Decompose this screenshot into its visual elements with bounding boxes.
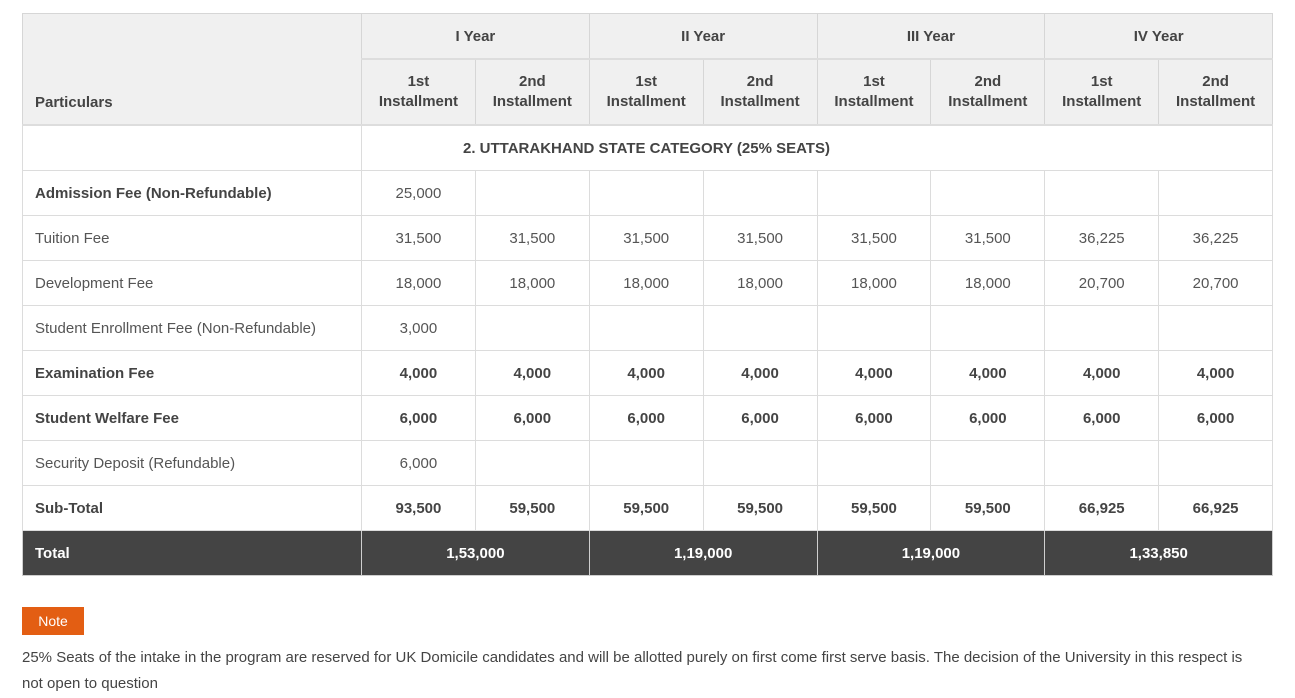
year-header-4: IV Year [1045, 14, 1273, 60]
fee-value: 3,000 [362, 306, 476, 351]
installment-header-8 [1159, 59, 1273, 125]
installment-header-6 [931, 59, 1045, 125]
installment-word: Installment [720, 93, 800, 110]
fee-value: 20,700 [1159, 261, 1273, 306]
installment-word: Installment [834, 93, 914, 110]
installment-ordinal: 2nd [974, 73, 1002, 90]
fee-value: 31,500 [589, 216, 703, 261]
installment-header-1 [362, 59, 476, 125]
installment-ordinal: 2nd [746, 73, 774, 90]
fee-value [475, 441, 589, 486]
fee-value [589, 441, 703, 486]
category-spacer [23, 125, 362, 171]
installment-word: Installment [948, 93, 1028, 110]
fee-value: 36,225 [1159, 216, 1273, 261]
fee-value: 18,000 [931, 261, 1045, 306]
year-header-3: III Year [817, 14, 1045, 60]
fee-value: 18,000 [817, 261, 931, 306]
fee-value [931, 306, 1045, 351]
fee-value: 6,000 [817, 396, 931, 441]
table-row [23, 306, 1273, 351]
fee-label: Student Enrollment Fee (Non-Refundable) [23, 306, 362, 351]
fee-value [817, 306, 931, 351]
table-row [23, 171, 1273, 216]
installment-word: Installment [378, 93, 459, 110]
fee-value [817, 171, 931, 216]
fee-value [475, 306, 589, 351]
table-row [23, 441, 1273, 486]
total-value-year-1: 1,53,000 [362, 531, 590, 576]
table-row [23, 216, 1273, 261]
fee-value: 59,500 [817, 486, 931, 531]
fee-value: 18,000 [589, 261, 703, 306]
fee-value: 4,000 [1045, 351, 1159, 396]
fee-value: 6,000 [589, 396, 703, 441]
total-value-year-3: 1,19,000 [817, 531, 1045, 576]
fee-label: Sub-Total [23, 486, 362, 531]
installment-word: Installment [606, 93, 686, 110]
fee-structure-container [22, 13, 1272, 576]
fee-value: 31,500 [931, 216, 1045, 261]
fee-value: 20,700 [1045, 261, 1159, 306]
fee-value: 66,925 [1045, 486, 1159, 531]
fee-label: Student Welfare Fee [23, 396, 362, 441]
fee-value [703, 441, 817, 486]
fee-value: 6,000 [703, 396, 817, 441]
fee-value: 4,000 [931, 351, 1045, 396]
table-row [23, 486, 1273, 531]
category-spacer-right [817, 125, 1273, 171]
fee-label: Security Deposit (Refundable) [23, 441, 362, 486]
fee-value: 59,500 [931, 486, 1045, 531]
installment-header-2 [475, 59, 589, 125]
fee-value: 18,000 [362, 261, 476, 306]
fee-label: Admission Fee (Non-Refundable) [23, 171, 362, 216]
fee-value [1045, 306, 1159, 351]
fee-value: 4,000 [362, 351, 476, 396]
fee-value: 6,000 [931, 396, 1045, 441]
table-row [23, 261, 1273, 306]
fee-label: Tuition Fee [23, 216, 362, 261]
fee-value: 4,000 [817, 351, 931, 396]
installment-word: Installment [1176, 93, 1256, 110]
fee-table-body [23, 125, 1273, 576]
fee-value [1159, 441, 1273, 486]
table-row [23, 351, 1273, 396]
fee-value [703, 306, 817, 351]
fee-value [1045, 171, 1159, 216]
installment-header-4 [703, 59, 817, 125]
fee-value [589, 306, 703, 351]
installment-ordinal: 2nd [518, 73, 546, 90]
fee-value: 4,000 [475, 351, 589, 396]
note-badge: Note [22, 607, 84, 635]
fee-value: 66,925 [1159, 486, 1273, 531]
installment-header-5 [817, 59, 931, 125]
installment-ordinal: 1st [863, 73, 885, 90]
fee-value [703, 171, 817, 216]
fee-value: 31,500 [703, 216, 817, 261]
fee-value: 36,225 [1045, 216, 1159, 261]
fee-value: 6,000 [1159, 396, 1273, 441]
fee-value: 6,000 [362, 396, 476, 441]
total-value-year-2: 1,19,000 [589, 531, 817, 576]
fee-label: Development Fee [23, 261, 362, 306]
installment-ordinal: 1st [635, 73, 658, 90]
installment-ordinal: 1st [407, 73, 430, 90]
installment-header-3 [589, 59, 703, 125]
fee-value: 18,000 [475, 261, 589, 306]
installment-ordinal: 2nd [1202, 73, 1229, 90]
fee-value [1045, 441, 1159, 486]
fee-value: 4,000 [589, 351, 703, 396]
fee-value: 4,000 [703, 351, 817, 396]
year-header-2: II Year [589, 14, 817, 60]
installment-word: Installment [1062, 93, 1142, 110]
year-header-row [23, 14, 1273, 60]
fee-value: 18,000 [703, 261, 817, 306]
fee-value [589, 171, 703, 216]
installment-ordinal: 1st [1090, 73, 1113, 90]
fee-value [1159, 171, 1273, 216]
note-text: 25% Seats of the intake in the program are reserved for UK Domicile candidates and will be allotted purely on first come first serve basis. The decision of the University in this respect is not open to question [22, 649, 1243, 692]
fee-label: Examination Fee [23, 351, 362, 396]
fee-value: 6,000 [1045, 396, 1159, 441]
fee-structure-table [22, 13, 1273, 576]
fee-value [817, 441, 931, 486]
category-row [23, 125, 1273, 171]
fee-value: 31,500 [475, 216, 589, 261]
fee-value: 31,500 [817, 216, 931, 261]
total-row [23, 531, 1273, 576]
fee-value: 59,500 [475, 486, 589, 531]
fee-value: 4,000 [1159, 351, 1273, 396]
installment-word: Installment [492, 93, 572, 110]
year-header-1: I Year [362, 14, 590, 60]
fee-value: 59,500 [589, 486, 703, 531]
fee-value [1159, 306, 1273, 351]
fee-value: 59,500 [703, 486, 817, 531]
category-title: 2. UTTARAKHAND STATE CATEGORY (25% SEATS) [362, 125, 818, 171]
installment-header-7 [1045, 59, 1159, 125]
fee-value: 25,000 [362, 171, 476, 216]
fee-value: 31,500 [362, 216, 476, 261]
total-value-year-4: 1,33,850 [1045, 531, 1273, 576]
fee-value: 6,000 [362, 441, 476, 486]
fee-value [475, 171, 589, 216]
total-label: Total [23, 531, 362, 576]
fee-value: 93,500 [362, 486, 476, 531]
particulars-header: Particulars [23, 14, 362, 126]
table-row [23, 396, 1273, 441]
fee-value [931, 441, 1045, 486]
fee-value: 6,000 [475, 396, 589, 441]
fee-value [931, 171, 1045, 216]
